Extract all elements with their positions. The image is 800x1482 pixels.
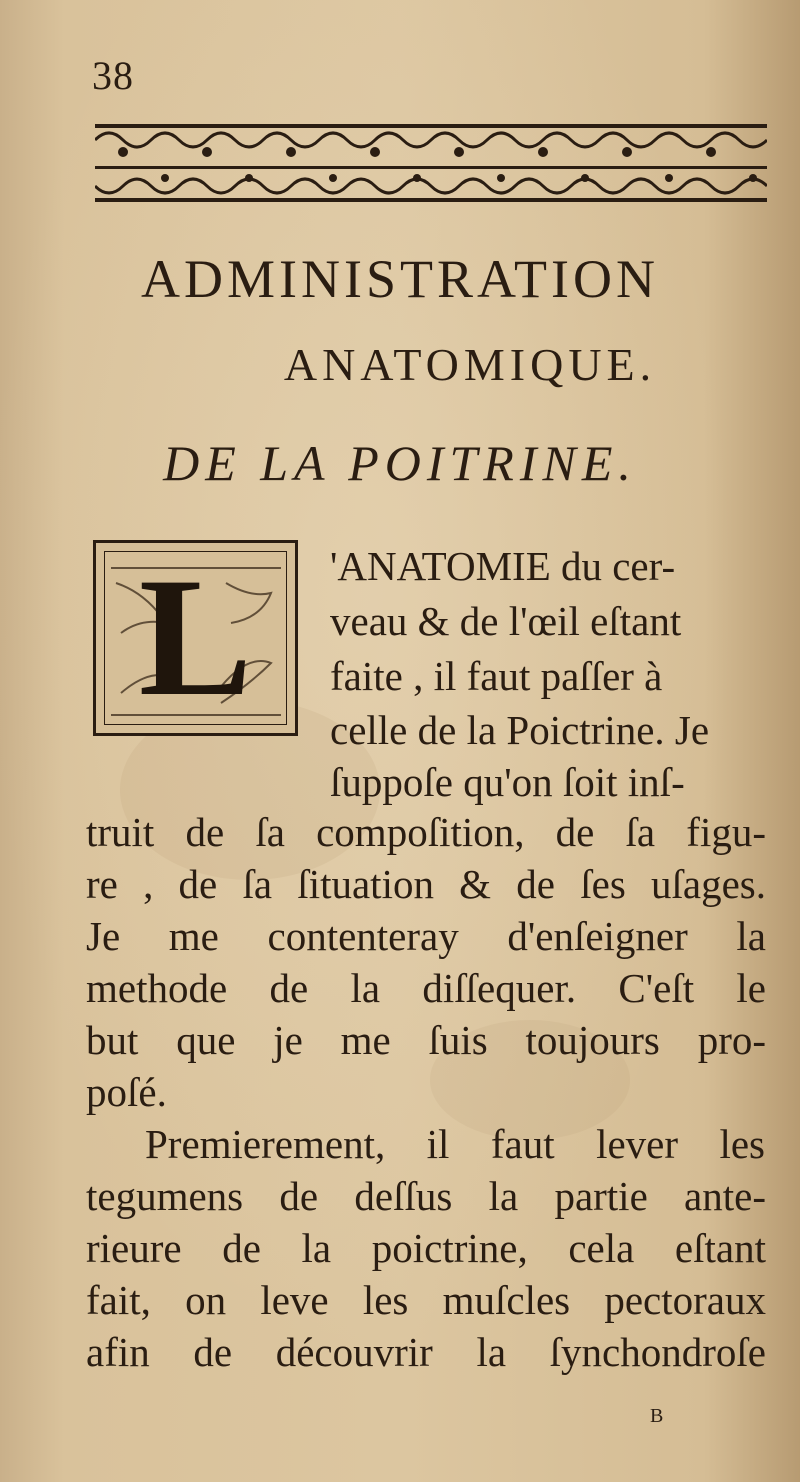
text-line: truit de ſa compoſition, de ſa figu-	[86, 809, 766, 855]
text-line: poſé.	[86, 1069, 167, 1115]
text-line: but que je me ſuis toujours pro-	[86, 1017, 766, 1063]
decorated-initial	[93, 540, 298, 736]
text-line: Je me contenteray d'enſeigner la	[86, 913, 766, 959]
title-line-1: ADMINISTRATION	[141, 249, 659, 309]
text-line: rieure de la poictrine, cela eſtant	[86, 1225, 766, 1271]
text-line: veau & de l'œil eſtant	[330, 598, 682, 644]
text-line: Premierement, il faut lever les	[145, 1121, 765, 1167]
signature-mark: B	[650, 1405, 664, 1427]
text-line: re , de ſa ſituation & de ſes uſages.	[86, 861, 766, 907]
chapter-title: DE LA POITRINE.	[163, 435, 637, 491]
text-line: celle de la Poictrine. Je	[330, 707, 710, 753]
text-line: methode de la diſſequer. C'eſt le	[86, 965, 766, 1011]
ornamental-band	[95, 112, 767, 212]
text-line: afin de découvrir la ſynchondroſe	[86, 1329, 766, 1375]
text-line: ſuppoſe qu'on ſoit inſ-	[330, 759, 685, 805]
text-line: tegumens de deſſus la partie ante-	[86, 1173, 766, 1219]
initial-letter: L	[138, 543, 253, 731]
text-line: fait, on leve les muſcles pectoraux	[86, 1277, 766, 1323]
title-line-2: ANATOMIQUE.	[283, 339, 657, 390]
text-line: faite , il faut paſſer à	[330, 653, 663, 699]
text-line: 'ANATOMIE du cer-	[330, 543, 676, 589]
page-number: 38	[92, 53, 134, 98]
